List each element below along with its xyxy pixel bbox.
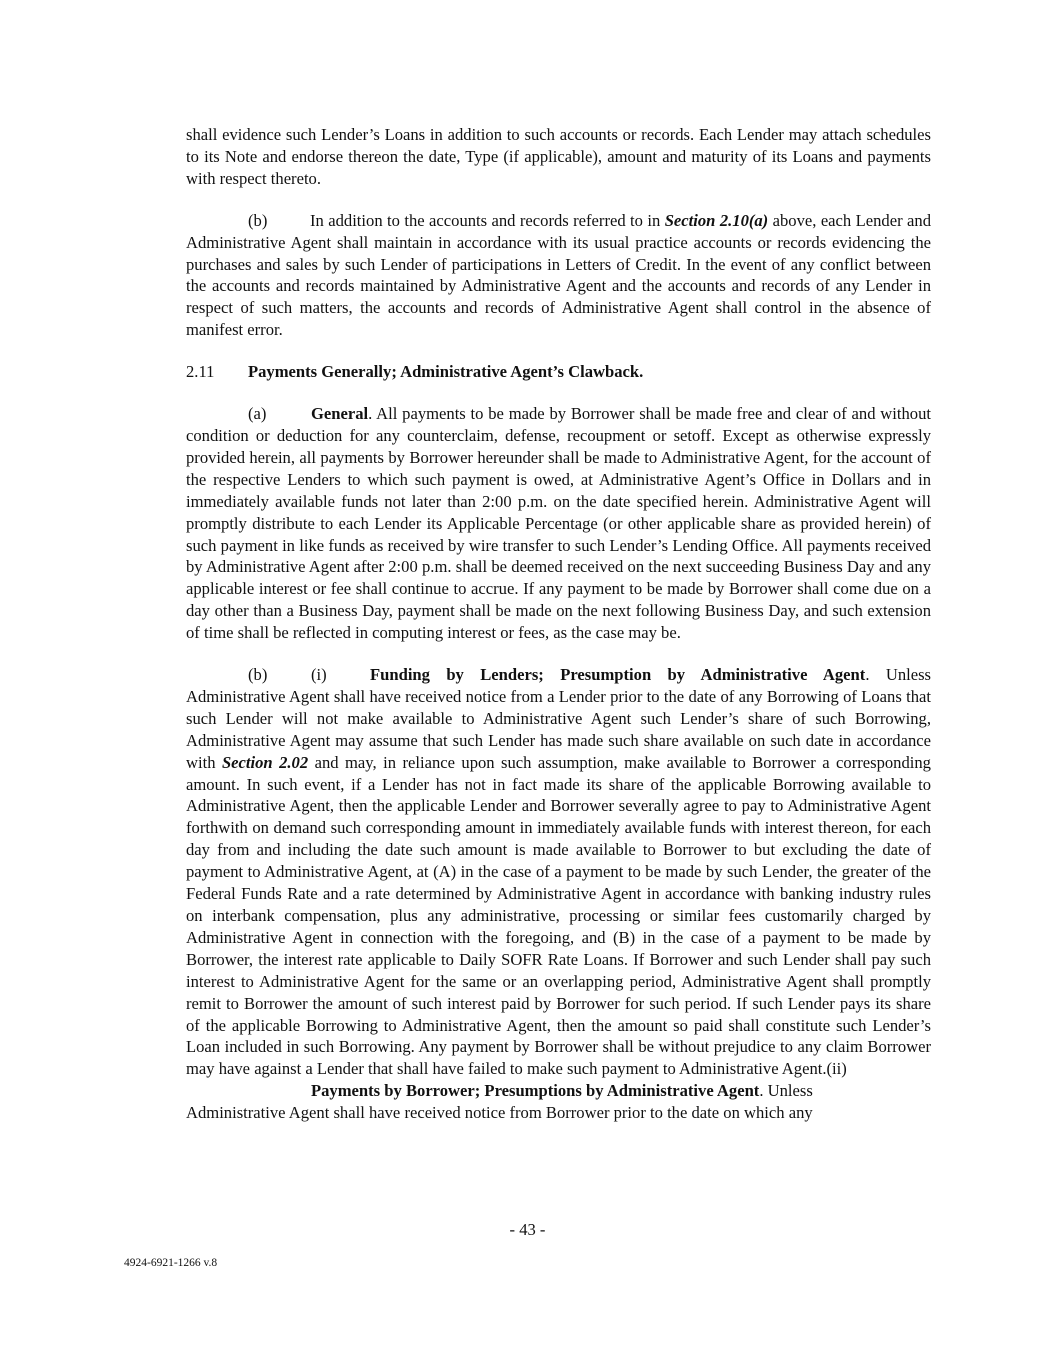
paragraph-text: Administrative Agent shall have received notice from Borrower prior to the date on which any — [186, 1103, 813, 1123]
paragraph-text-lead: . Unless — [759, 1081, 813, 1101]
paragraph-continuation — [186, 124, 931, 190]
document-id: 4924-6921-1266 v.8 — [124, 1257, 218, 1269]
clause-caption: Payments by Borrower; Presumptions by Administrative Agent — [311, 1081, 760, 1101]
paragraph-2-11-b — [186, 664, 931, 1124]
paragraph-text: . Unless Administrative Agent shall have received notice from a Lender prior to the date of any Borrowing of Loans that such Lender will not make available to Administrative Agent such Lender’s share of such Borrowing, Administrative Agent may assume that such Lender has made such share available on such date in accordance with — [186, 665, 932, 772]
paragraph-2-11-a — [186, 403, 931, 644]
subclause-label: (i) — [311, 665, 327, 685]
paragraph-text: In addition to the accounts and records referred to in — [310, 210, 665, 230]
paragraph-2-11-b-ii — [186, 1080, 931, 1124]
paragraph-2-10-b — [186, 210, 931, 341]
clause-label: (b) — [248, 665, 268, 685]
section-reference: Section 2.02 — [221, 752, 309, 772]
section-reference: Section 2.10(a) — [664, 210, 769, 230]
clause-label: (a) — [248, 404, 267, 424]
section-heading-2-11 — [186, 361, 931, 383]
paragraph-text: above, each Lender and Administrative Agent shall maintain in accordance with its usual practice accounts or records evidencing the purchases and sales by such Lender of participations in Letters of Credit. In the event of any conflict between the accounts and records maintained by Administrative Agent and the accounts and records of any Lender in respect of such matters, the accounts and records of Administrative Agent shall control in the absence of manifest error. — [186, 210, 931, 340]
section-title: Payments Generally; Administrative Agent’s Clawback. — [248, 362, 644, 382]
page-number: - 43 - — [509, 1220, 546, 1239]
paragraph-2-11-b-i — [186, 664, 931, 1080]
paragraph-text: and may, in reliance upon such assumption, make available to Borrower a corresponding amount. In such event, if a Lender has not in fact made its share of the applicable Borrowing available to Administrative Agent, then the applicable Lender and Borrower severally agree to pay to Administrative Agent forthwith on demand such corresponding amount in immediately available funds with interest thereon, for each day from and including the date such amount is made available to Borrower to but excluding the date of payment to Administrative Agent, at (A) in the case of a payment to be made by such Lender, the greater of the Federal Funds Rate and a rate determined by Administrative Agent in accordance with banking industry rules on interbank compensation, plus any administrative, processing or similar fees customarily charged by Administrative Agent in connection with the foregoing, and (B) in the case of a payment to be made by Borrower, the interest rate applicable to Daily SOFR Rate Loans. If Borrower and such Lender shall pay such interest to Administrative Agent for the same or an overlapping period, Administrative Agent shall promptly remit to Borrower the amount of such interest paid by Borrower for such period. If such Lender pays its share of the applicable Borrowing to Administrative Agent, then the amount so paid shall constitute such Lender’s Loan included in such Borrowing. Any payment by Borrower shall be without prejudice to any claim Borrower may have against a Lender that shall have failed to make such payment to Administrative Agent. — [186, 752, 931, 1079]
clause-label: (b) — [248, 210, 268, 230]
subclause-label: (ii) — [826, 1059, 847, 1079]
paragraph-text: shall evidence such Lender’s Loans in addition to such accounts or records. Each Lender may attach schedules to its Note and endorse thereon the date, Type (if applicable), amount and maturity of its Loans and payments with respect thereto. — [186, 125, 931, 188]
clause-caption: General — [311, 404, 369, 424]
clause-caption: Funding by Lenders; Presumption by Administrative Agent — [370, 665, 866, 685]
document-body — [186, 124, 931, 1124]
paragraph-text: . All payments to be made by Borrower shall be made free and clear of and without condition or deduction for any counterclaim, defense, recoupment or setoff. Except as otherwise expressly provided herein, all payments by Borrower hereunder shall be made to Administrative Agent, for the account of the respective Lenders to which such payment is owed, at Administrative Agent’s Office in Dollars and in immediately available funds not later than 2:00 p.m. on the date specified herein. Administrative Agent will promptly distribute to each Lender its Applicable Percentage (or other applicable share as provided herein) of such payment in like funds as received by wire transfer to such Lender’s Lending Office. All payments received by Administrative Agent after 2:00 p.m. shall be deemed received on the next succeeding Business Day and any applicable interest or fee shall continue to accrue. If any payment to be made by Borrower shall come due on a day other than a Business Day, payment shall be made on the next following Business Day, and such extension of time shall be reflected in computing interest or fees, as the case may be. — [186, 404, 931, 643]
section-number: 2.11 — [186, 362, 215, 382]
